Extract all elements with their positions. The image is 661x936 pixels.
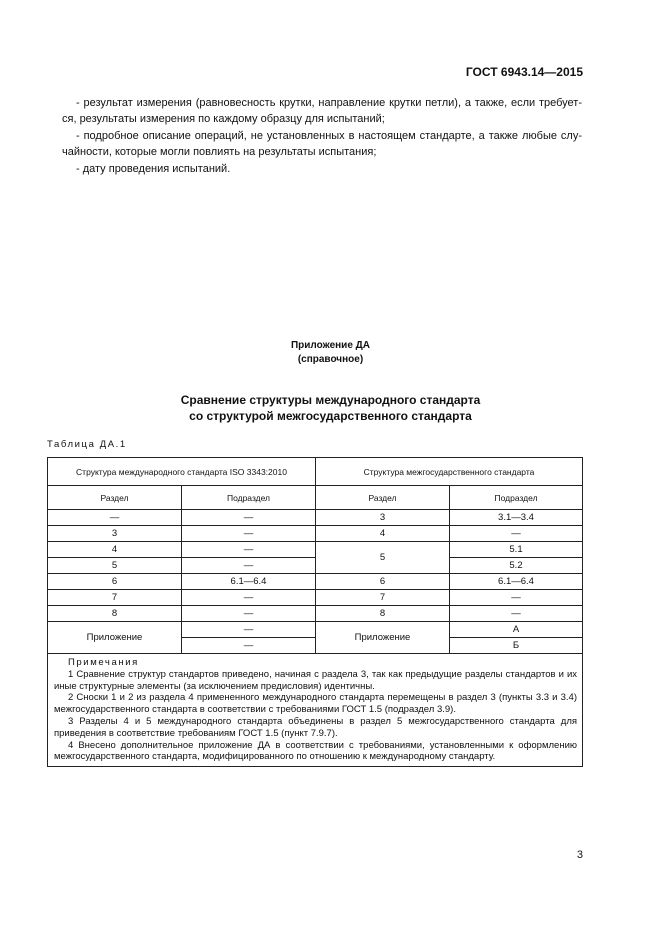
table-cell: 6.1—6.4 xyxy=(450,574,583,590)
table-cell: — xyxy=(182,622,316,638)
table-cell: — xyxy=(48,510,182,526)
section-title xyxy=(0,392,661,424)
table-cell: 8 xyxy=(48,606,182,622)
table-cell: — xyxy=(182,606,316,622)
table-cell: — xyxy=(182,558,316,574)
note-item: 4 Внесено дополнительное приложение ДА в соответствии с требованиями, установленными к оформлению межгосударственного стандарта, модифицированного по отношению к международному стандарту. xyxy=(54,739,578,763)
table-cell: 3 xyxy=(48,526,182,542)
note-item: 2 Сноски 1 и 2 из раздела 4 примененного международного стандарта перемещены в раздел 3 (пункты 3.3 и 3.4) межгосударственного стандарта в соответствии с требованиями ГОСТ 1.5 (подраздел 3.9). xyxy=(54,692,578,716)
appendix-title: Приложение ДА xyxy=(290,340,371,351)
col-section: Раздел xyxy=(48,486,182,510)
table-cell: Б xyxy=(450,638,583,654)
table-notes-row xyxy=(48,654,583,767)
section-title-line: Сравнение структуры международного стандарта xyxy=(180,393,481,407)
list-item: - результат измерения (равновесность крутки, направление крутки петли), а также, если требует-ся, результаты измерения по каждому образцу для испытаний; xyxy=(62,97,582,126)
table-row xyxy=(48,558,583,574)
col-section: Раздел xyxy=(316,486,450,510)
table-cell: А xyxy=(450,622,583,638)
table-row xyxy=(48,542,583,558)
table-cell: 5.1 xyxy=(450,542,583,558)
table-row xyxy=(48,526,583,542)
table-header-row xyxy=(48,458,583,486)
appendix-heading xyxy=(0,339,661,367)
note-item: 3 Разделы 4 и 5 международного стандарта объединены в раздел 5 межгосударственного стандарта для приведения в соответствие требованиям ГОСТ 1.5 (пункт 7.9.7). xyxy=(54,715,578,739)
table-cell: — xyxy=(182,542,316,558)
table-subheader-row xyxy=(48,486,583,510)
table-cell: — xyxy=(182,590,316,606)
table-cell: — xyxy=(450,526,583,542)
table-cell: 5.2 xyxy=(450,558,583,574)
table-row xyxy=(48,590,583,606)
table-cell: — xyxy=(182,510,316,526)
table-cell: 7 xyxy=(48,590,182,606)
table-row xyxy=(48,622,583,638)
appendix-subtitle: (справочное) xyxy=(297,354,364,365)
table-cell: Приложение xyxy=(48,622,182,654)
table-notes xyxy=(48,654,583,767)
col-subsection: Подраздел xyxy=(182,486,316,510)
list-item: - подробное описание операций, не установленных в настоящем стандарте, а также любые слу-чайности, которые могли повлиять на результаты испытания; xyxy=(62,129,582,159)
table-cell: 7 xyxy=(316,590,450,606)
table-cell: 3 xyxy=(316,510,450,526)
notes-title: Примечания xyxy=(68,657,139,668)
table-row xyxy=(48,574,583,590)
table-caption: Таблица ДА.1 xyxy=(47,439,127,450)
list-item: - дату проведения испытаний. xyxy=(76,162,231,175)
table-cell: — xyxy=(450,590,583,606)
table-cell: 5 xyxy=(48,558,182,574)
table-cell: — xyxy=(182,638,316,654)
page-number: 3 xyxy=(576,849,583,861)
note-item: 1 Сравнение структур стандартов приведено, начиная с раздела 3, так как предыдущие разделы стандартов и их иные структурные элементы (за исключением предисловия) идентичны. xyxy=(54,668,578,692)
col-subsection: Подраздел xyxy=(450,486,583,510)
document-header: ГОСТ 6943.14—2015 xyxy=(465,65,583,79)
table-cell: 6.1—6.4 xyxy=(182,574,316,590)
table-cell: — xyxy=(182,526,316,542)
table-cell: 4 xyxy=(316,526,450,542)
table-cell: Приложение xyxy=(316,622,450,654)
table-cell: 6 xyxy=(48,574,182,590)
header-international: Структура международного стандарта ISO 3343:2010 xyxy=(48,458,316,486)
header-interstate: Структура межгосударственного стандарта xyxy=(316,458,583,486)
comparison-table xyxy=(47,457,583,767)
table-row xyxy=(48,510,583,526)
table-cell: 6 xyxy=(316,574,450,590)
section-title-line: со структурой межгосударственного стандарта xyxy=(189,409,472,423)
table-cell: — xyxy=(450,606,583,622)
table-cell: 3.1—3.4 xyxy=(450,510,583,526)
table-row xyxy=(48,606,583,622)
body-text xyxy=(62,95,582,177)
table-cell: 4 xyxy=(48,542,182,558)
table-cell: 8 xyxy=(316,606,450,622)
table-cell: 5 xyxy=(316,542,450,574)
